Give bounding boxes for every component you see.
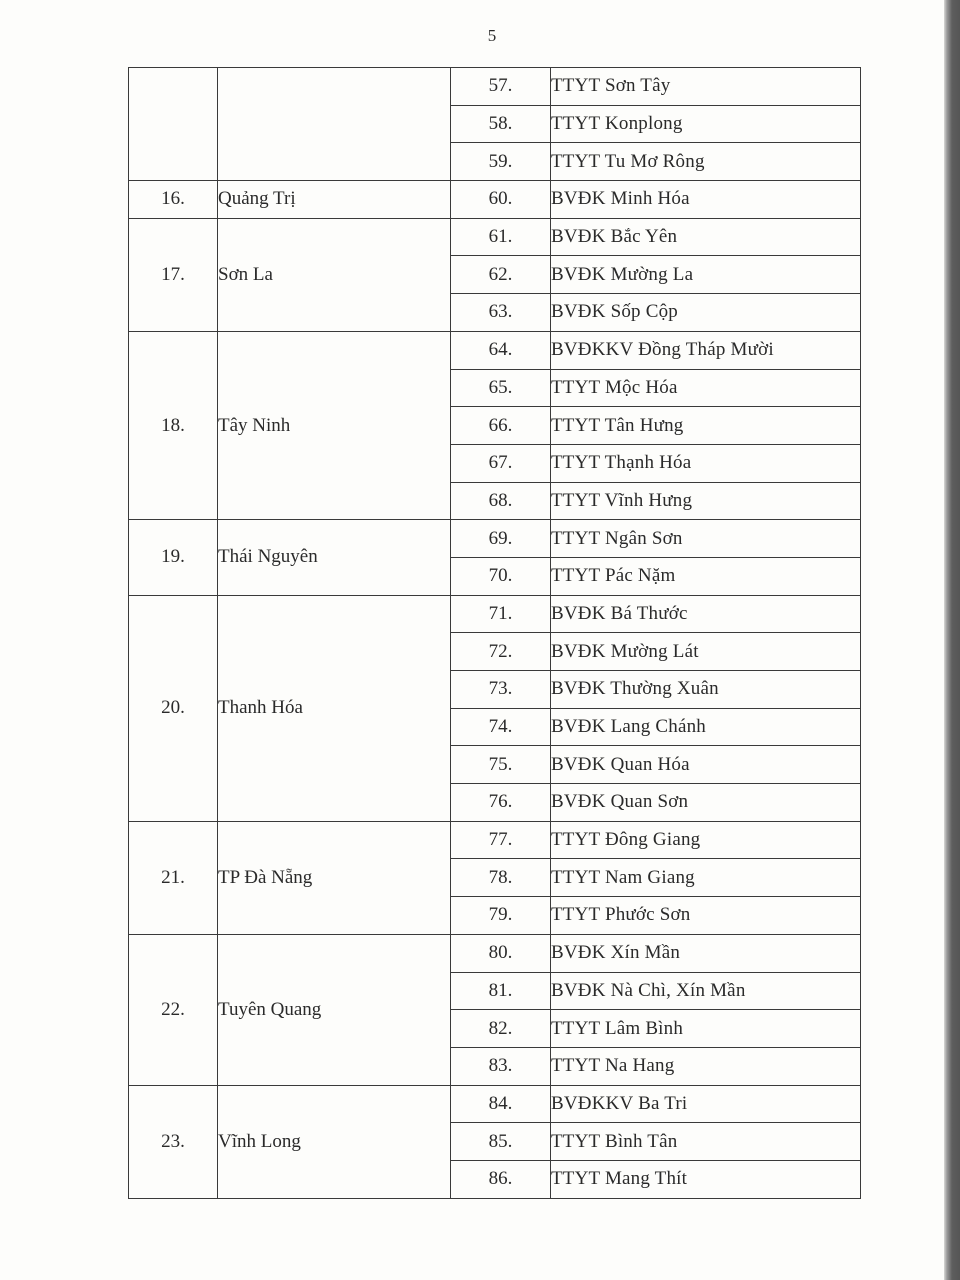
unit-number-cell: 63. (451, 294, 551, 332)
unit-name-cell: TTYT Na Hang (551, 1047, 861, 1085)
province-cell: Quảng Trị (218, 181, 451, 219)
table-row (129, 181, 861, 219)
unit-number-cell: 69. (451, 520, 551, 558)
province-cell: Vĩnh Long (218, 1085, 451, 1198)
province-cell: Tây Ninh (218, 331, 451, 519)
unit-name-cell: BVĐK Lang Chánh (551, 708, 861, 746)
unit-name-cell: TTYT Pác Nặm (551, 557, 861, 595)
unit-number-cell: 77. (451, 821, 551, 859)
table-row (129, 68, 861, 106)
unit-name-cell: BVĐK Quan Sơn (551, 784, 861, 822)
unit-number-cell: 67. (451, 444, 551, 482)
unit-number-cell: 78. (451, 859, 551, 897)
province-cell: Tuyên Quang (218, 934, 451, 1085)
table-row (129, 218, 861, 256)
unit-number-cell: 74. (451, 708, 551, 746)
unit-number-cell: 62. (451, 256, 551, 294)
unit-name-cell: BVĐKKV Đồng Tháp Mười (551, 331, 861, 369)
unit-number-cell: 81. (451, 972, 551, 1010)
unit-number-cell: 82. (451, 1010, 551, 1048)
hospital-table (128, 67, 861, 1199)
unit-number-cell: 70. (451, 557, 551, 595)
stt-cell: 22. (129, 934, 218, 1085)
table-row (129, 595, 861, 633)
unit-name-cell: BVĐK Minh Hóa (551, 181, 861, 219)
unit-number-cell: 75. (451, 746, 551, 784)
unit-name-cell: BVĐK Bá Thước (551, 595, 861, 633)
page-number: 5 (487, 26, 497, 45)
unit-number-cell: 57. (451, 68, 551, 106)
unit-number-cell: 64. (451, 331, 551, 369)
unit-name-cell: TTYT Konplong (551, 105, 861, 143)
unit-number-cell: 60. (451, 181, 551, 219)
unit-name-cell: TTYT Mang Thít (551, 1160, 861, 1198)
unit-name-cell: TTYT Thạnh Hóa (551, 444, 861, 482)
province-cell (218, 68, 451, 181)
unit-name-cell: TTYT Tân Hưng (551, 407, 861, 445)
stt-cell: 19. (129, 520, 218, 595)
table-row (129, 331, 861, 369)
province-cell: TP Đà Nẵng (218, 821, 451, 934)
unit-name-cell: TTYT Mộc Hóa (551, 369, 861, 407)
stt-cell: 17. (129, 218, 218, 331)
stt-cell: 21. (129, 821, 218, 934)
unit-number-cell: 68. (451, 482, 551, 520)
unit-name-cell: BVĐK Nà Chì, Xín Mần (551, 972, 861, 1010)
unit-name-cell: BVĐK Mường Lát (551, 633, 861, 671)
stt-cell: 16. (129, 181, 218, 219)
unit-number-cell: 85. (451, 1123, 551, 1161)
table-row (129, 821, 861, 859)
unit-name-cell: TTYT Ngân Sơn (551, 520, 861, 558)
page-edge-shadow (944, 0, 960, 1280)
stt-cell: 20. (129, 595, 218, 821)
stt-cell: 18. (129, 331, 218, 519)
stt-cell (129, 68, 218, 181)
unit-name-cell: BVĐK Quan Hóa (551, 746, 861, 784)
table-row (129, 520, 861, 558)
unit-number-cell: 86. (451, 1160, 551, 1198)
unit-number-cell: 76. (451, 784, 551, 822)
unit-number-cell: 80. (451, 934, 551, 972)
unit-number-cell: 61. (451, 218, 551, 256)
unit-number-cell: 73. (451, 671, 551, 709)
table-row (129, 1085, 861, 1123)
unit-name-cell: BVĐK Sốp Cộp (551, 294, 861, 332)
unit-number-cell: 71. (451, 595, 551, 633)
unit-name-cell: TTYT Phước Sơn (551, 897, 861, 935)
province-cell: Thanh Hóa (218, 595, 451, 821)
unit-name-cell: TTYT Tu Mơ Rông (551, 143, 861, 181)
unit-number-cell: 65. (451, 369, 551, 407)
table-row (129, 934, 861, 972)
stt-cell: 23. (129, 1085, 218, 1198)
unit-name-cell: TTYT Bình Tân (551, 1123, 861, 1161)
province-cell: Thái Nguyên (218, 520, 451, 595)
unit-name-cell: TTYT Sơn Tây (551, 68, 861, 106)
hospital-table-body (129, 68, 861, 1199)
unit-number-cell: 84. (451, 1085, 551, 1123)
unit-name-cell: TTYT Nam Giang (551, 859, 861, 897)
unit-name-cell: BVĐKKV Ba Tri (551, 1085, 861, 1123)
unit-number-cell: 79. (451, 897, 551, 935)
unit-number-cell: 83. (451, 1047, 551, 1085)
unit-name-cell: BVĐK Thường Xuân (551, 671, 861, 709)
unit-number-cell: 72. (451, 633, 551, 671)
unit-name-cell: BVĐK Xín Mần (551, 934, 861, 972)
unit-name-cell: TTYT Lâm Bình (551, 1010, 861, 1048)
province-cell: Sơn La (218, 218, 451, 331)
unit-name-cell: TTYT Đông Giang (551, 821, 861, 859)
unit-number-cell: 58. (451, 105, 551, 143)
unit-number-cell: 59. (451, 143, 551, 181)
unit-number-cell: 66. (451, 407, 551, 445)
unit-name-cell: BVĐK Bắc Yên (551, 218, 861, 256)
unit-name-cell: BVĐK Mường La (551, 256, 861, 294)
unit-name-cell: TTYT Vĩnh Hưng (551, 482, 861, 520)
